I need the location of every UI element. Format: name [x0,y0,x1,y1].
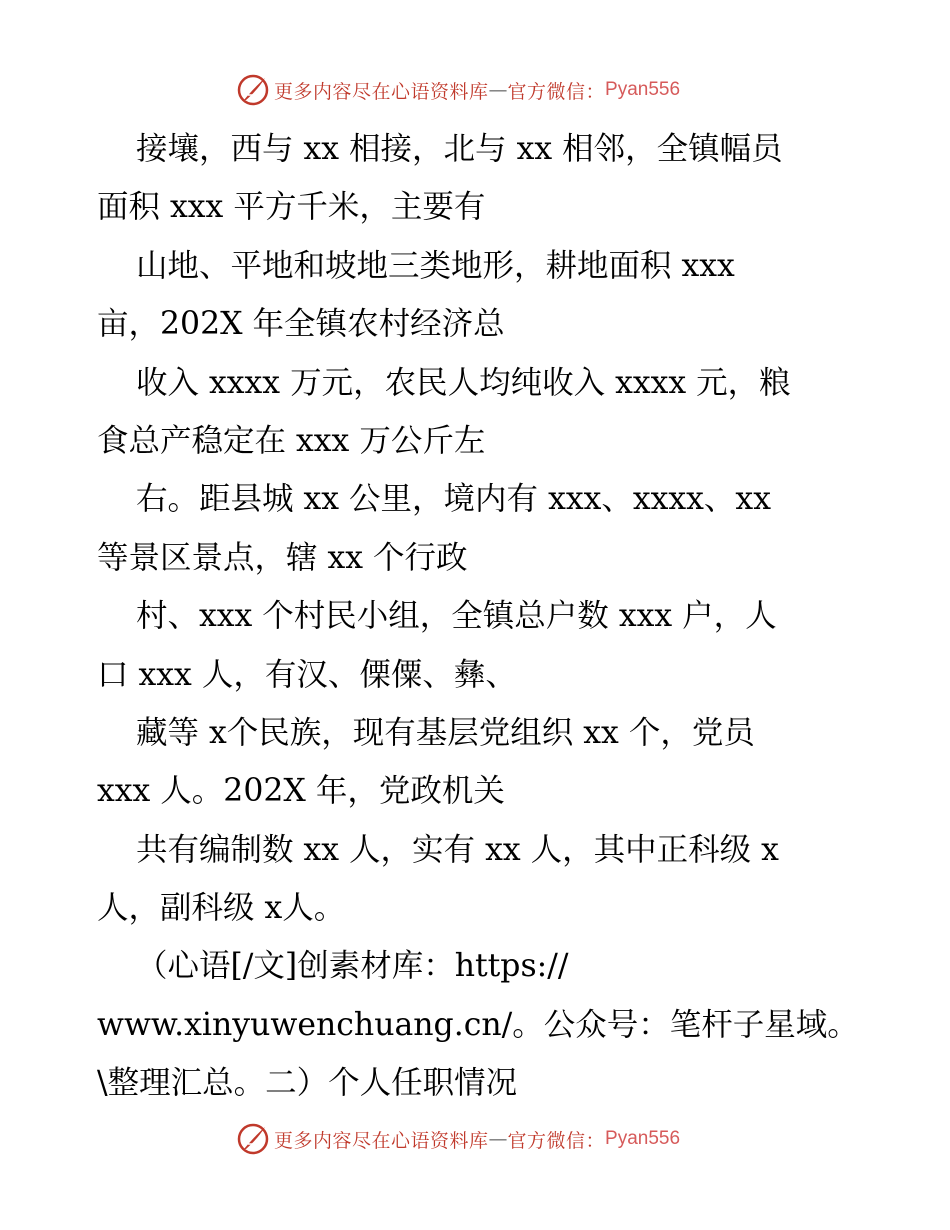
text-line: 口 xxx 人，有汉、傈僳、彝、 [97,656,517,693]
watermark-wechat-label: 官方微信： [507,1129,606,1152]
watermark-separator: — [488,1128,508,1150]
text-line: 面积 xxx 平方千米，主要有 [97,189,486,226]
watermark-wechat-id: Pyan556 [605,79,681,100]
watermark-brand: 更多内容尽在心语资料库 [274,1129,489,1152]
watermark-brand: 更多内容尽在心语资料库 [274,80,489,103]
text-line: 食总产稳定在 xxx 万公斤左 [97,422,486,459]
text-line: www.xinyuwenchuang.cn/。公众号：笔杆子星域。 [97,1006,859,1043]
text-line: 共有编制数 xx 人，实有 xx 人，其中正科级 x [136,831,779,868]
text-line: 亩，202X 年全镇农村经济总 [97,306,505,343]
text-line: 藏等 x个民族，现有基层党组织 xx 个，党员 [136,714,755,751]
document-body [97,120,877,1113]
text-line: 接壤，西与 xx 相接，北与 xx 相邻，全镇幅员 [136,131,783,167]
text-line: 右。距县城 xx 公里，境内有 xxx、xxxx、xx [136,481,771,518]
quill-pen-logo-icon [236,73,270,107]
watermark-wechat-id: Pyan556 [605,1128,681,1149]
watermark-separator: — [488,79,508,101]
text-line: （心语[/文]创素材库：https:// [136,948,569,985]
text-line: 村、xxx 个村民小组，全镇总户数 xxx 户，人 [136,598,777,635]
text-line: xxx 人。202X 年，党政机关 [97,773,505,810]
text-line: \整理汇总。二）个人任职情况 [97,1065,518,1102]
quill-pen-logo-icon [236,1122,270,1156]
header-watermark [236,72,680,108]
watermark-wechat-label: 官方微信： [507,80,606,103]
text-line: 人，副科级 x人。 [97,890,346,927]
text-line: 收入 xxxx 万元，农民人均纯收入 xxxx 元，粮 [136,364,791,401]
text-line: 等景区景点，辖 xx 个行政 [97,539,468,576]
footer-watermark [236,1121,680,1157]
text-line: 山地、平地和坡地三类地形，耕地面积 xxx [136,247,735,284]
